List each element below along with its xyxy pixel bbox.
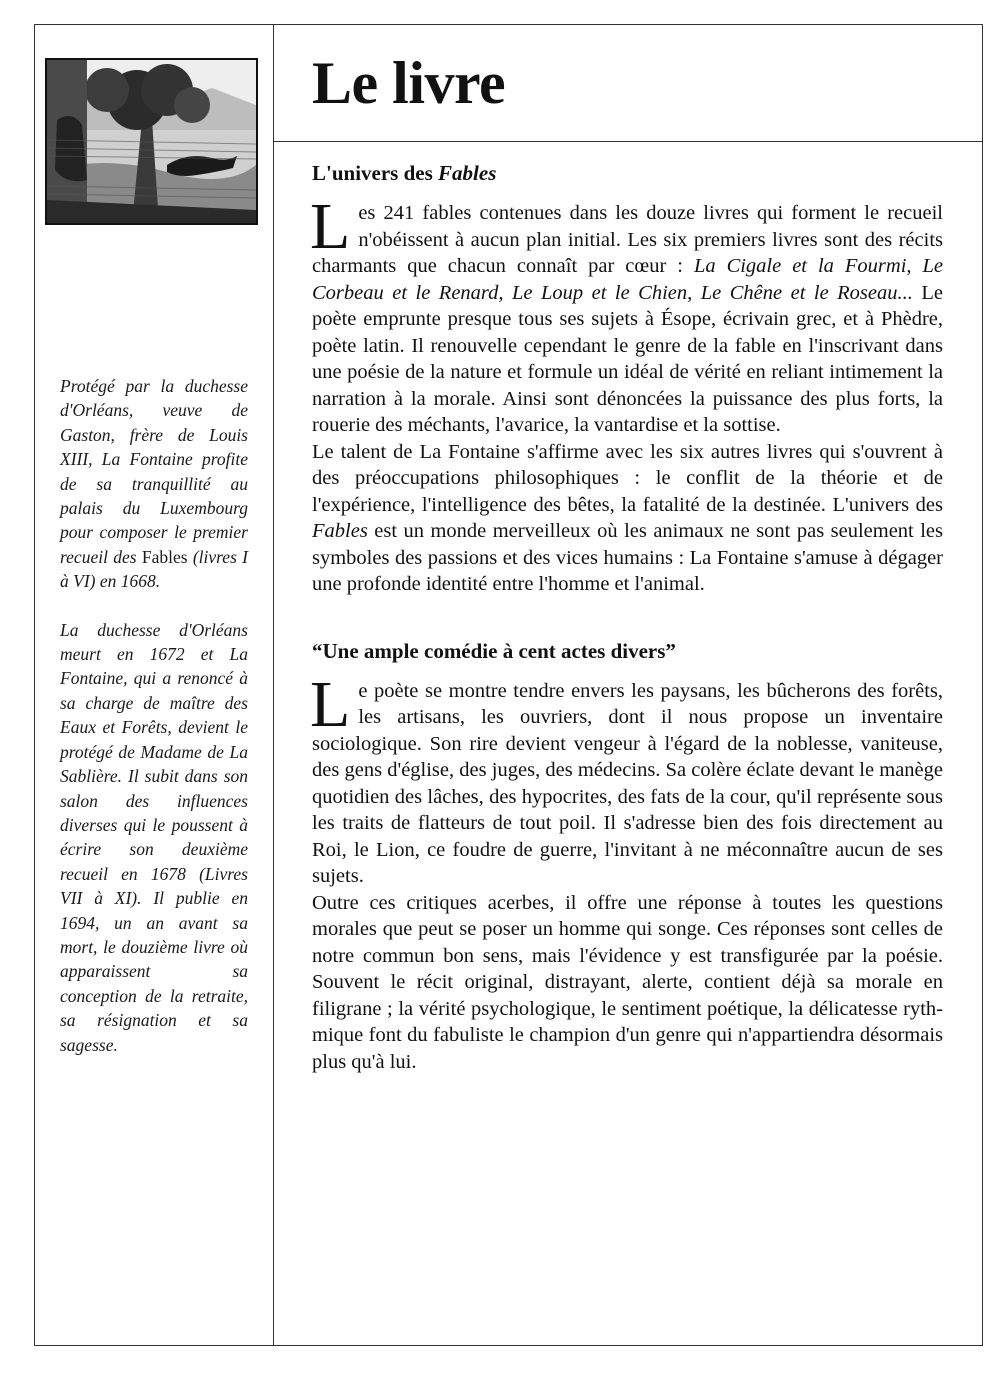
sidebar-p1-work-title: Fables — [141, 546, 188, 567]
engraving-vignette-icon — [45, 58, 258, 225]
section2-paragraph-2: Outre ces critiques acerbes, il offre une réponse à toutes les questions morales que peut se poser un homme qui songe. Ces réponses sont celles de notre commun bon sens, mais l'évidence y est transfigurée par la poésie. Souvent le récit original, distrayant, alerte, contient déjà sa morale en filigrane ; la vérité psychologique, le sentiment poétique, la délicatesse rythmique font du fabuliste le champion d'un genre qui n'appartiendra désormais plus qu'à lui. — [312, 891, 943, 1073]
section-heading-text: L'univers des — [312, 161, 439, 185]
drop-cap: L — [310, 190, 351, 263]
section-heading-comedie: “Une ample comédie à cent actes divers” — [312, 638, 676, 663]
section1-p2-text: Le talent de La Fontaine s'affirme avec les six autres livres qui s'ouvrent à des préoccupations philosophiques : le conflit de la théorie et de l'expérience, l'intelligence des bêtes, la fatalité de la destinée. L'univers des — [312, 440, 943, 516]
column-divider — [273, 24, 274, 1346]
section1-p1-text-end: Le poète emprunte presque tous ses sujets à Ésope, écrivain grec, et à Phèdre, poète latin. Il renouvelle cependant le genre de la fable en l'inscrivant dans une poésie de la nature et formule un idéal de vérité en reliant intimement la narration à la morale. Ainsi sont dénoncées la puissance des plus forts, la rouerie des méchants, l'avarice, la vantardise et la sottise. — [312, 281, 943, 436]
title-rule — [273, 141, 983, 142]
sidebar-p1-text: Protégé par la duchesse d'Orléans, veuve de Gaston, frère de Louis XIII, La Fontaine profite de sa tranquillité au palais du Luxembourg pour composer le premier recueil des — [60, 376, 248, 567]
section1-paragraph-1 — [310, 190, 944, 439]
section1-paragraph-2 — [312, 439, 943, 598]
sidebar-caption — [60, 374, 248, 1081]
section-heading-work-title: Fables — [438, 161, 497, 185]
section2-p1-text: e poète se montre tendre envers les paysans, les bûcherons des forêts, les artisans, les ouvriers, dont il nous propose un inventaire sociologique. Son rire devient vengeur à l'égard de la noblesse, vaniteuse, des gens d'église, des juges, des médecins. Sa colère éclate devant le manège quotidien des lâches, des hypocrites, des fats de la cour, qu'il représente sous les traits de flatteurs de tout poil. Il s'adresse bien des fois directement au Roi, le Lion, ce foudre de guerre, l'invitant à ne méconnaître aucun de ses sujets. — [312, 679, 943, 887]
sidebar-paragraph-2: La duchesse d'Orléans meurt en 1672 et La Fontaine, qui a renoncé à sa charge de maître des Eaux et Forêts, devient le protégé de Madame de La Sablière. Il subit dans son salon des influences diverses qui le poussent à écrire son deuxième recueil en 1678 (Livres VII à XI). Il publie en 1694, un an avant sa mort, le douzième livre où apparaissent sa conception de la retraite, sa résignation et sa sagesse. — [60, 619, 248, 1055]
main-column — [312, 160, 943, 1075]
section-comedie — [312, 638, 943, 1076]
section2-paragraph-1 — [310, 667, 943, 890]
section1-p2-work-title: Fables — [312, 520, 368, 542]
page-title: Le livre — [312, 50, 506, 116]
section1-p1-fable-titles: La Cigale et la Fourmi, Le Corbeau et le Renard, Le Loup et le Chien, Le Chêne et le Roseau... — [312, 255, 944, 304]
section1-p2-text-end: est un monde merveilleux où les animaux ne sont pas seulement les symboles des passions et des vices humains : La Fontaine s'amuse à dégager une profonde identité entre l'homme et l'animal. — [312, 520, 943, 595]
sidebar-paragraph-1 — [60, 374, 248, 594]
drop-cap: L — [310, 667, 351, 741]
section1-p1-text: es 241 fables contenues dans les douze livres qui forment le recueil n'obéissent à aucun plan initial. Les six premiers livres sont des récits charmants que chacun connaît par cœur : — [312, 202, 943, 277]
sidebar-p1-text-end: (livres I à VI) en 1668. — [60, 546, 249, 592]
section-heading-univers — [312, 160, 943, 186]
